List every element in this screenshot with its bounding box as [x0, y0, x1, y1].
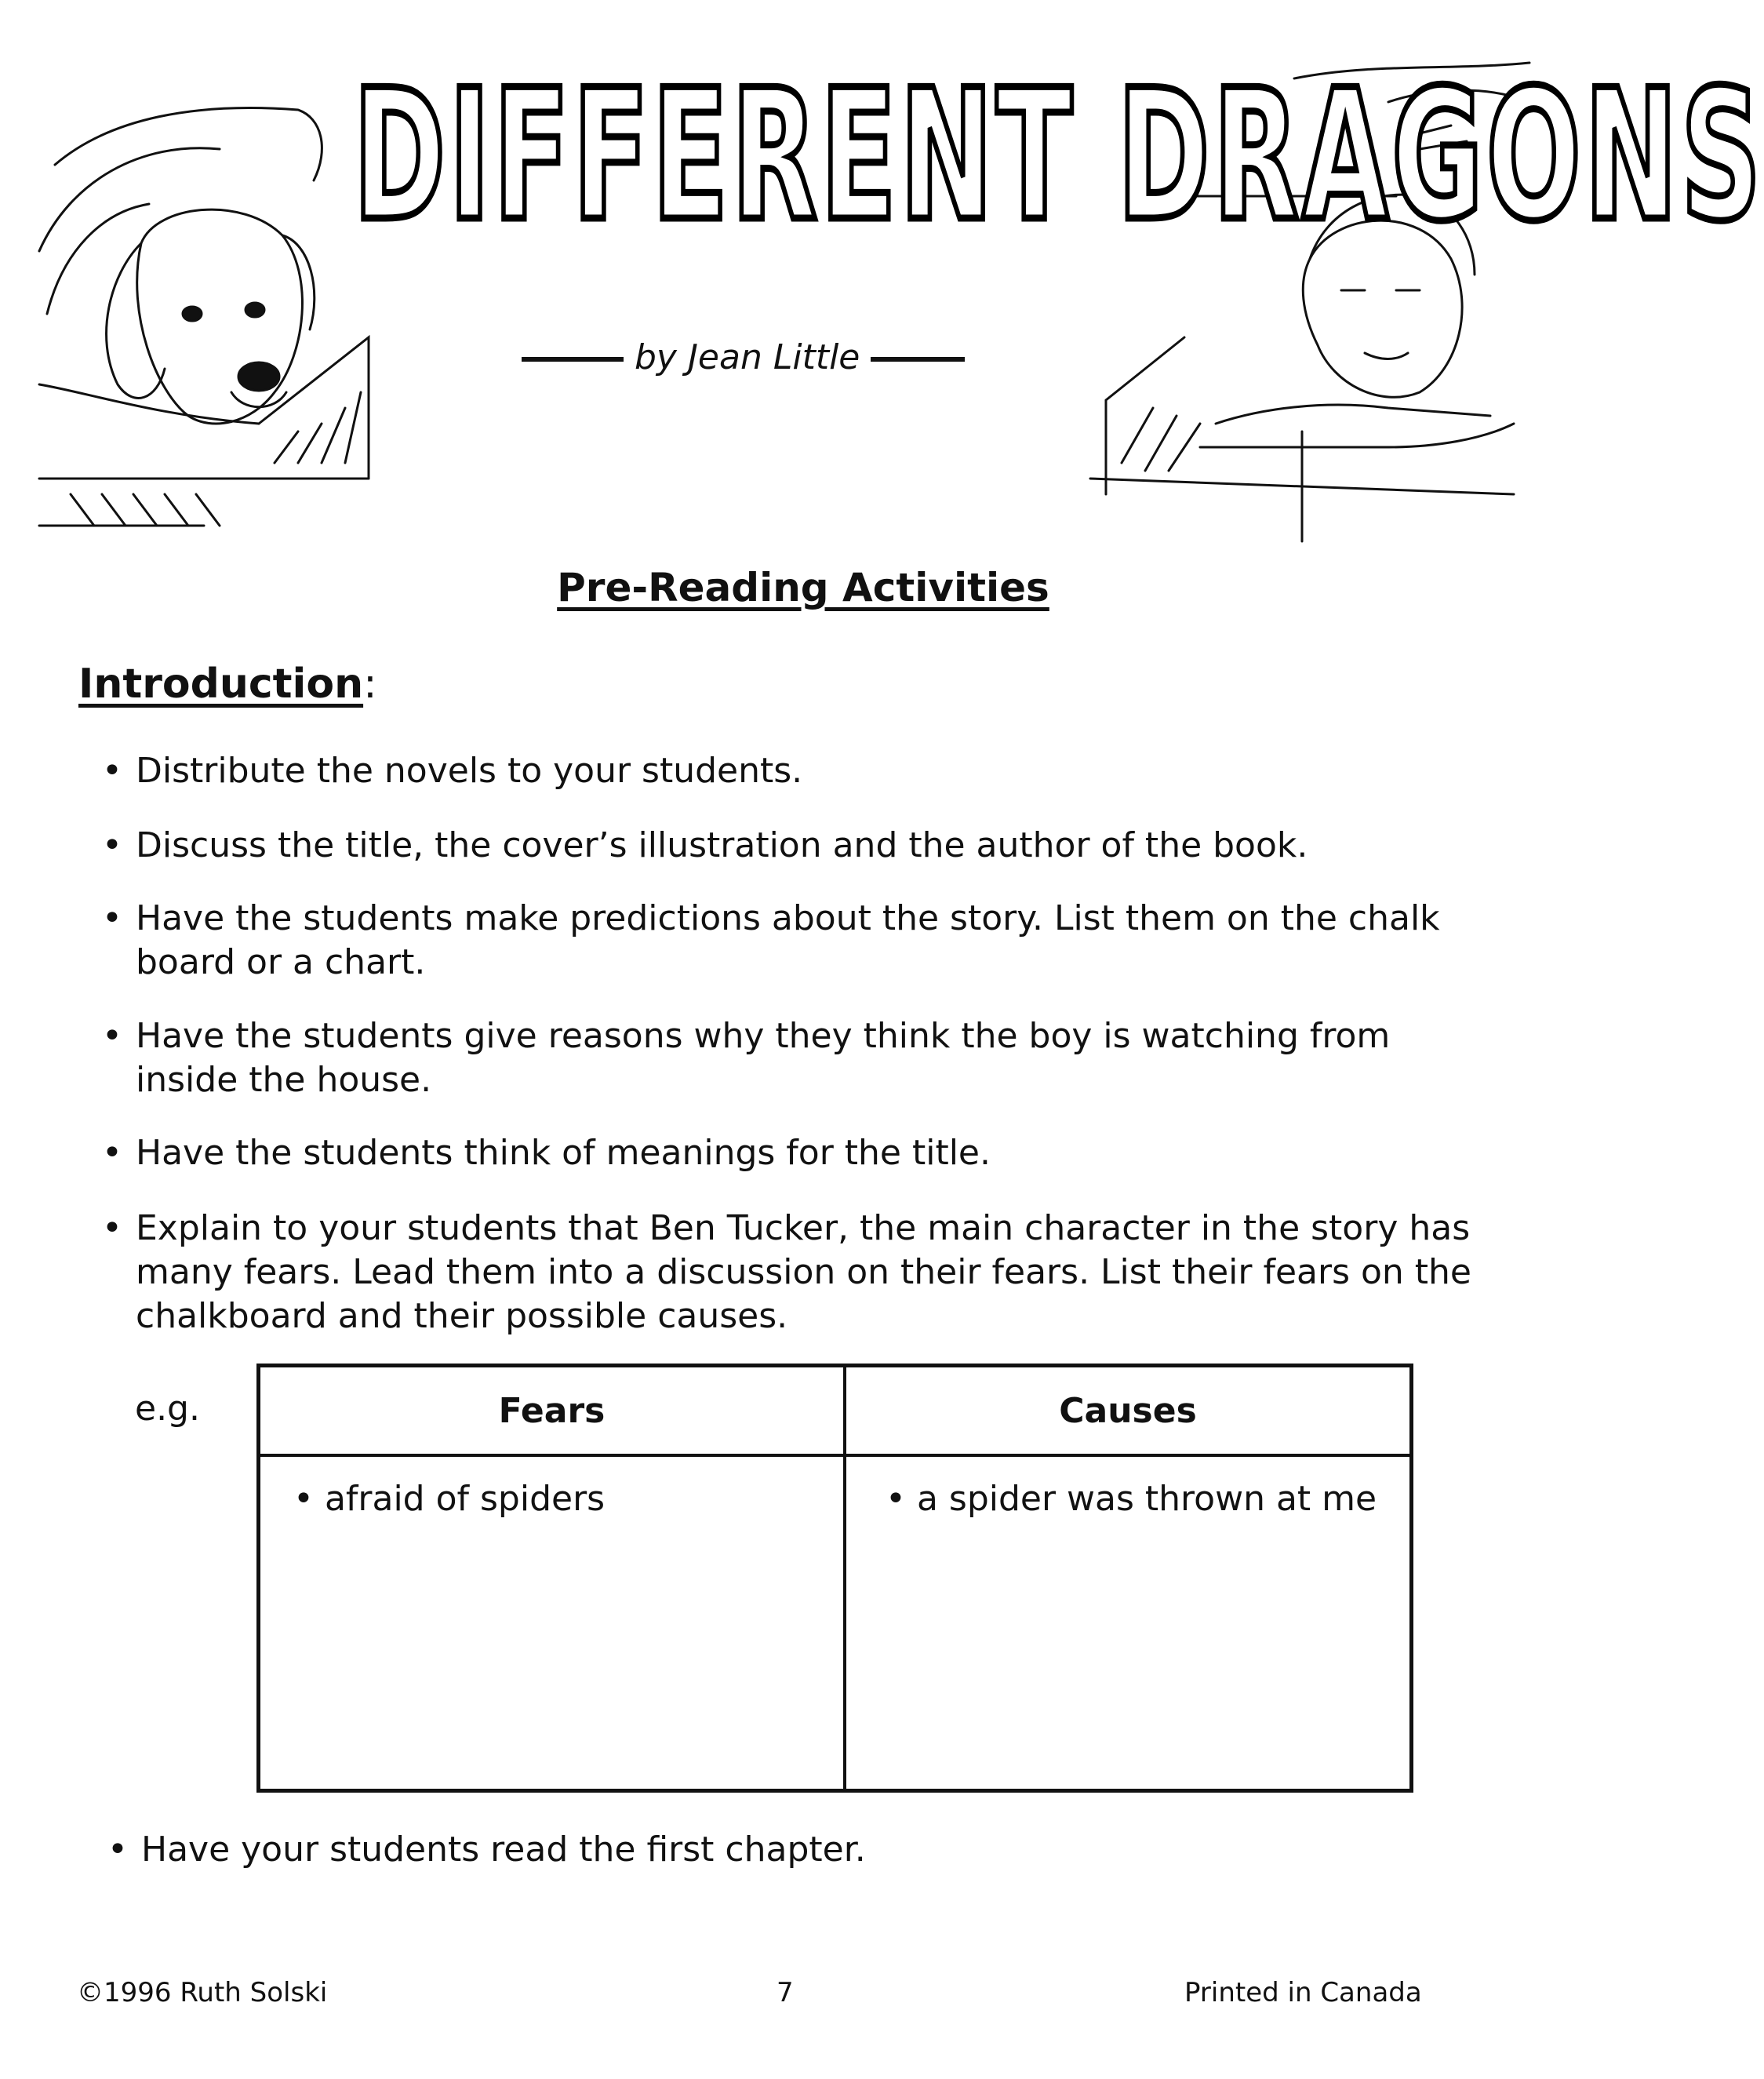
list-item: • Have the students give reasons why they think the boy is watching from inside the house. [102, 1014, 1482, 1102]
example-label: e.g. [135, 1389, 200, 1429]
header-banner [39, 52, 1764, 557]
cause-text: a spider was thrown at me [916, 1479, 1377, 1519]
author-byline [522, 337, 965, 377]
footer-page-number: 7 [777, 1977, 794, 2008]
fears-causes-table [256, 1364, 1413, 1793]
footer-copyright: ©1996 Ruth Solski [77, 1977, 328, 2008]
byline-rule-right [871, 357, 965, 362]
introduction-colon: : [363, 661, 377, 708]
fears-column-header: Fears [259, 1366, 846, 1456]
list-item: • Distribute the novels to your students. [102, 749, 802, 793]
list-item: • Have the students think of meanings for the title. [102, 1131, 991, 1175]
table-row [259, 1455, 1412, 1791]
list-item: • Explain to your students that Ben Tucker, the main character in the story has many fears. Lead them into a discussion on their fears. List their fears on the chalkboard and their possible causes. [102, 1207, 1482, 1338]
final-list-item: • Have your students read the first chapter. [107, 1828, 1475, 1872]
table-cell-cause: • a spider was thrown at me [845, 1455, 1412, 1791]
table-cell-fear: • afraid of spiders [259, 1455, 846, 1791]
introduction-label: Introduction [78, 661, 364, 708]
footer-printed: Printed in Canada [1184, 1977, 1422, 2008]
causes-column-header: Causes [845, 1366, 1412, 1456]
introduction-heading [78, 661, 377, 708]
byline-rule-left [522, 357, 624, 362]
table-header-row [259, 1366, 1412, 1456]
book-title: DIFFERENT DRAGONS [353, 52, 1764, 261]
section-title: Pre-Reading Activities [557, 565, 1049, 610]
list-item: • Have the students make predictions about the story. List them on the chalk board or a chart. [102, 897, 1482, 985]
author-name: by Jean Little [635, 337, 860, 377]
list-item: • Discuss the title, the cover’s illustration and the author of the book. [102, 824, 1308, 868]
fear-text: afraid of spiders [324, 1479, 606, 1519]
dog-head-outline [137, 209, 303, 424]
